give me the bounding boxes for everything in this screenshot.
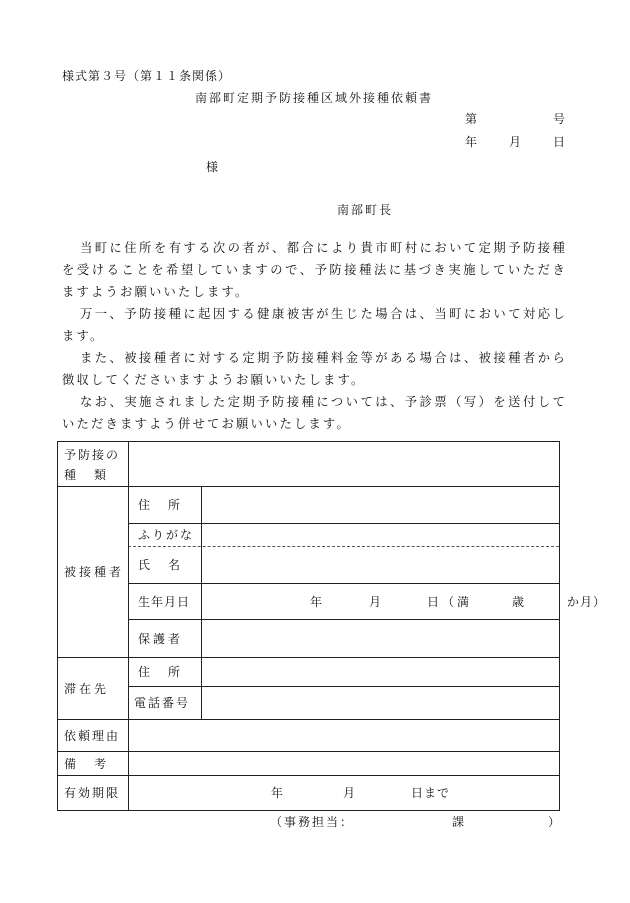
label-validity: 有効期限 (64, 786, 121, 800)
birth-months-close: か月） (567, 594, 607, 609)
paragraph-fees: また、被接種者に対する定期予防接種料金等がある場合は、被接種者から徴収してくださいますようお願いいたします。 (62, 351, 567, 387)
paragraph-request: 当町に住所を有する次の者が、都合により貴市町村において定期予防接種を受けることを希望していますので、予防接種法に基づき実施していただきますようお願いいたします。 (62, 241, 567, 299)
field-stay-address[interactable] (202, 658, 559, 686)
label-stay: 滞在先 (64, 681, 110, 696)
field-name[interactable] (202, 547, 559, 583)
label-name: 氏 名 (138, 558, 184, 572)
label-vaccine-type-line1: 予防接の (64, 448, 121, 462)
doc-no-suffix: 号 (553, 112, 566, 126)
birth-day-age-open: 日（満 (427, 594, 473, 609)
label-vaccine-type-line2: 種 類 (64, 468, 110, 482)
form-number: 様式第３号（第１１条関係） (62, 69, 232, 83)
field-validity[interactable] (129, 776, 559, 810)
label-birthdate: 生年月日 (138, 594, 191, 609)
footer-contact-open: （事務担当： (270, 815, 355, 829)
field-guardian[interactable] (202, 620, 559, 657)
label-stay-address: 住 所 (138, 665, 184, 679)
field-vaccine-type[interactable] (129, 442, 559, 486)
footer-section: 課 (452, 815, 465, 829)
label-recipient: 被接種者 (64, 565, 125, 579)
valid-month-unit: 月 (343, 786, 359, 800)
footer-contact-close: ） (548, 815, 561, 829)
doc-no-prefix: 第 (465, 112, 478, 126)
field-birthdate[interactable] (202, 584, 607, 619)
label-reason: 依頼理由 (64, 728, 121, 743)
label-guardian: 保護者 (138, 631, 184, 646)
label-furigana: ふりがな (138, 528, 195, 542)
field-reason[interactable] (129, 720, 559, 751)
birth-age-unit: 歳 (512, 594, 528, 609)
date-day: 日 (553, 135, 566, 149)
request-form-table (57, 441, 607, 811)
date-month: 月 (509, 135, 522, 149)
paragraph-compensation: 万一、予防接種に起因する健康被害が生じた場合は、当町において対応します。 (62, 307, 567, 343)
date-year: 年 (465, 135, 478, 149)
label-phone: 電話番号 (134, 696, 191, 710)
sender-name: 南部町長 (337, 203, 394, 217)
field-address[interactable] (202, 487, 559, 523)
field-remarks[interactable] (129, 752, 559, 775)
valid-year-unit: 年 (271, 786, 287, 800)
document-title: 南部町定期予防接種区域外接種依頼書 (195, 91, 434, 105)
birth-month-unit: 月 (369, 594, 385, 609)
field-furigana[interactable] (202, 524, 559, 546)
label-remarks: 備 考 (64, 756, 110, 771)
label-address: 住 所 (138, 498, 184, 512)
addressee-honorific: 様 (206, 160, 219, 174)
valid-until: 日まで (411, 786, 451, 800)
paragraph-documents: なお、実施されました定期予防接種については、予診票（写）を送付していただきますよう併せてお願いいたします。 (62, 395, 567, 431)
birth-year-unit: 年 (310, 594, 326, 609)
field-phone[interactable] (202, 687, 559, 719)
